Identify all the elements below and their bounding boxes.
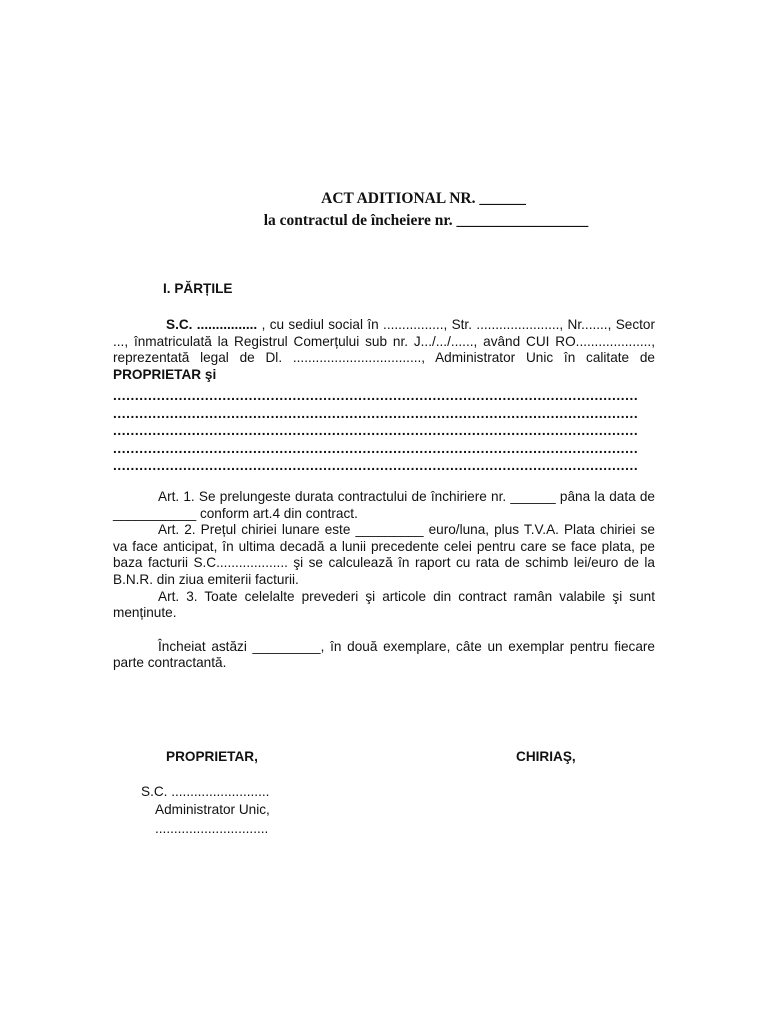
section-heading: I. PĂRȚILE: [163, 281, 233, 296]
dot-line: ........................................................................................................................: [113, 405, 639, 421]
article-2: Art. 2. Prețul chiriei lunare este _________ euro/luna, plus T.V.A. Plata chiriei se va face anticipat, în ultima decadă a lunii precedente celei pentru care se face plata, pe baza facturii S.C................... şi se calculează în raport cu rata de schimb lei/euro de la B.N.R. din ziua emiterii facturii.: [113, 522, 655, 587]
company-name: S.C. ................: [166, 317, 258, 332]
role-bold: PROPRIETAR şi: [113, 366, 217, 382]
signature-admin-dots: ..............................: [155, 821, 269, 836]
document-title: [0, 188, 768, 232]
article-3: Art. 3. Toate celelalte prevederi şi articole din contract ramân valabile şi sunt menținute.: [113, 588, 655, 621]
signature-sc-line: S.C. ..........................: [141, 784, 270, 799]
article-1: Art. 1. Se prelungeste durata contractului de închiriere nr. ______ pâna la data de ___________ conform art.4 din contract.: [113, 489, 655, 521]
dot-line: ........................................................................................................................: [113, 388, 639, 403]
dot-line: ........................................................................................................................: [113, 423, 639, 439]
dot-line: ........................................................................................................................: [113, 440, 639, 456]
parties-paragraph: [113, 317, 655, 383]
parties-text: , cu sediul social în ................, Str. ......................, Nr......., Sector ..., înmatriculată la Registrul Comerțului sub nr. J.../.../......, având CUI RO...................., reprezentată legal de Dl. .................................., Administrator Unic în calitate de: [113, 317, 655, 366]
title-line-1: ACT ADITIONAL NR. ______: [321, 190, 526, 207]
closing-paragraph: Încheiat astăzi _________, în două exemplare, câte un exemplar pentru fiecare parte contractantă.: [113, 638, 655, 671]
signature-owner-title: PROPRIETAR,: [166, 749, 258, 764]
title-line-2: la contractul de încheiere nr. _________________: [263, 212, 589, 229]
signature-admin-title: Administrator Unic,: [155, 802, 270, 817]
articles-section: [113, 489, 655, 672]
signature-tenant-title: CHIRIAŞ,: [516, 749, 576, 764]
dotted-lines: [113, 387, 655, 475]
dot-line: ........................................................................................................................: [113, 458, 639, 474]
